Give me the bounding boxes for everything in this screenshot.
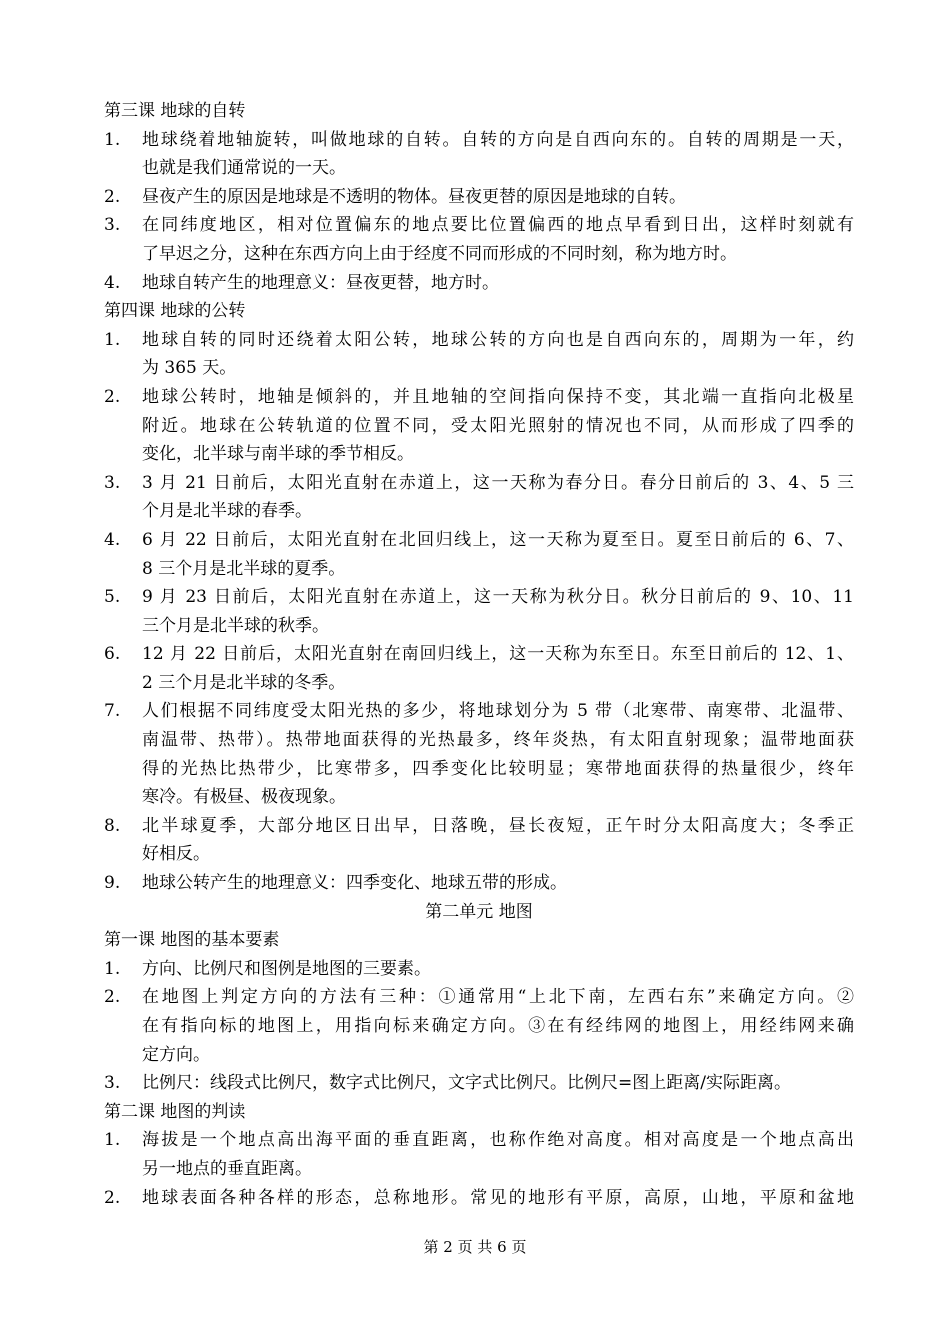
list-item-text: 附近。地球在公转轨道的位置不同，受太阳光照射的情况也不同，从而形成了四季的	[142, 415, 854, 436]
list-item-line	[104, 1126, 854, 1155]
list-item-number: 3.	[104, 472, 121, 493]
list-item-line	[104, 726, 854, 755]
list-item-text: 好相反。	[142, 844, 210, 865]
list-item	[104, 469, 854, 526]
list-item-text: 地球绕着地轴旋转，叫做地球的自转。自转的方向是自西向东的。自转的周期是一天，	[142, 129, 854, 150]
list-item	[104, 869, 854, 898]
list-item-text: 在同纬度地区，相对位置偏东的地点要比位置偏西的地点早看到日出，这样时刻就有	[142, 215, 854, 236]
list-item	[104, 583, 854, 640]
list-item-line	[104, 383, 854, 412]
list-item-line	[104, 211, 854, 240]
list-item-text: 3 月 21 日前后，太阳光直射在赤道上，这一天称为春分日。春分日前后的 3、4、5 三	[142, 472, 854, 493]
list-item-line	[104, 755, 854, 784]
list-item-line	[104, 640, 854, 669]
list-item-text: 比例尺：线段式比例尺，数字式比例尺，文字式比例尺。比例尺=图上距离/实际距离。	[142, 1073, 791, 1094]
list-item-text: 定方向。	[142, 1044, 210, 1065]
list-item-number: 7.	[104, 701, 121, 722]
list-item	[104, 1184, 854, 1213]
list-item-number: 3.	[104, 1073, 121, 1094]
list-item-line	[104, 183, 854, 212]
list-item-line	[104, 1041, 854, 1070]
list-item-line	[104, 983, 854, 1012]
list-item-text: 8 三个月是北半球的夏季。	[142, 558, 346, 579]
list-item-text: 在地图上判定方向的方法有三种：①通常用“上北下南，左西右东”来确定方向。②	[142, 987, 854, 1008]
list-item	[104, 812, 854, 869]
list-item-number: 2.	[104, 386, 121, 407]
list-item-line	[104, 326, 854, 355]
list-item-line	[104, 869, 854, 898]
list-item-text: 地球自转的同时还绕着太阳公转，地球公转的方向也是自西向东的，周期为一年，约	[142, 329, 854, 350]
list-item-text: 地球公转时，地轴是倾斜的，并且地轴的空间指向保持不变，其北端一直指向北极星	[142, 386, 854, 407]
list-item	[104, 1069, 854, 1098]
list-item-text: 地球公转产生的地理意义：四季变化、地球五带的形成。	[142, 873, 567, 894]
list-item-line	[104, 497, 854, 526]
list-item-text: 地球表面各种各样的形态，总称地形。常见的地形有平原，高原，山地，平原和盆地	[142, 1187, 854, 1208]
list-item-line	[104, 1184, 854, 1213]
unit-title: 第二单元 地图	[425, 901, 533, 922]
list-item-text: 12 月 22 日前后，太阳光直射在南回归线上，这一天称为东至日。东至日前后的 12、1、	[142, 644, 854, 665]
list-item-line	[104, 469, 854, 498]
list-item-text: 了早迟之分，这种在东西方向上由于经度不同而形成的不同时刻，称为地方时。	[142, 243, 737, 264]
list-item-number: 4.	[104, 272, 121, 293]
list-item-text: 人们根据不同纬度受太阳光热的多少，将地球划分为 5 带（北寒带、南寒带、北温带、	[142, 701, 854, 722]
list-item	[104, 211, 854, 268]
list-item-line	[104, 583, 854, 612]
list-item-text: 得的光热比热带少，比寒带多，四季变化比较明显；寒带地面获得的热量很少，终年	[142, 758, 854, 779]
list-item-line	[104, 1069, 854, 1098]
list-item-line	[104, 955, 854, 984]
list-item-number: 2.	[104, 186, 121, 207]
list-item-text: 为 365 天。	[142, 358, 237, 379]
list-item-line	[104, 240, 854, 269]
list-item-line	[104, 783, 854, 812]
list-item	[104, 526, 854, 583]
list-item-line	[104, 526, 854, 555]
list-item-number: 9.	[104, 873, 121, 894]
list-item-number: 2.	[104, 987, 121, 1008]
list-item-line	[104, 412, 854, 441]
list-item-text: 6 月 22 日前后，太阳光直射在北回归线上，这一天称为夏至日。夏至日前后的 6、7、	[142, 529, 854, 550]
lesson-heading: 第三课 地球的自转	[104, 101, 246, 121]
list-item-number: 1.	[104, 1130, 121, 1151]
list-item	[104, 697, 854, 811]
list-item-line	[104, 697, 854, 726]
list-item-number: 4.	[104, 529, 121, 550]
list-item-text: 也就是我们通常说的一天。	[142, 158, 346, 179]
list-item	[104, 1126, 854, 1183]
list-item-text: 方向、比例尺和图例是地图的三要素。	[142, 958, 431, 979]
list-item-line	[104, 354, 854, 383]
list-item-line	[104, 812, 854, 841]
list-item-text: 变化，北半球与南半球的季节相反。	[142, 444, 414, 465]
list-item-line	[104, 1012, 854, 1041]
list-item-number: 2.	[104, 1187, 121, 1208]
list-item	[104, 326, 854, 383]
list-item-line	[104, 1155, 854, 1184]
list-item	[104, 955, 854, 984]
lesson-heading: 第二课 地图的判读	[104, 1101, 246, 1122]
list-item-text: 寒冷。有极昼、极夜现象。	[142, 787, 346, 808]
list-item-line	[104, 612, 854, 641]
lesson-heading: 第一课 地图的基本要素	[104, 930, 280, 951]
list-item	[104, 383, 854, 469]
list-item-line	[104, 669, 854, 698]
list-item-line	[104, 555, 854, 584]
list-item-number: 6.	[104, 644, 121, 665]
list-item-line	[104, 269, 854, 298]
list-item-text: 在有指向标的地图上，用指向标来确定方向。③在有经纬网的地图上，用经纬网来确	[142, 1016, 854, 1036]
list-item-text: 9 月 23 日前后，太阳光直射在赤道上，这一天称为秋分日。秋分日前后的 9、10、11	[142, 587, 854, 608]
list-item-text: 昼夜产生的原因是地球是不透明的物体。昼夜更替的原因是地球的自转。	[142, 186, 686, 207]
list-item-line	[104, 126, 854, 155]
list-item	[104, 183, 854, 212]
list-item-line	[104, 440, 854, 469]
list-item	[104, 126, 854, 183]
list-item-number: 1.	[104, 329, 121, 350]
list-item-text: 另一地点的垂直距离。	[142, 1158, 312, 1179]
list-item	[104, 269, 854, 298]
document-body	[104, 97, 854, 1212]
list-item-text: 地球自转产生的地理意义：昼夜更替，地方时。	[142, 272, 499, 293]
list-item-text: 个月是北半球的春季。	[142, 501, 312, 522]
list-item-number: 8.	[104, 815, 121, 836]
list-item-text: 海拔是一个地点高出海平面的垂直距离，也称作绝对高度。相对高度是一个地点高出	[142, 1130, 854, 1151]
page-footer: 第 2 页 共 6 页	[423, 1238, 527, 1256]
list-item-text: 三个月是北半球的秋季。	[142, 615, 329, 636]
lesson-heading: 第四课 地球的公转	[104, 301, 246, 322]
list-item-number: 1.	[104, 129, 121, 150]
list-item-number: 1.	[104, 958, 121, 979]
list-item-text: 2 三个月是北半球的冬季。	[142, 672, 346, 693]
list-item-number: 5.	[104, 587, 121, 608]
list-item-text: 南温带、热带）。热带地面获得的光热最多，终年炎热，有太阳直射现象；温带地面获	[142, 730, 854, 751]
list-item-number: 3.	[104, 215, 121, 236]
list-item-line	[104, 840, 854, 869]
list-item-text: 北半球夏季，大部分地区日出早，日落晚，昼长夜短，正午时分太阳高度大；冬季正	[142, 815, 854, 836]
list-item	[104, 640, 854, 697]
list-item	[104, 983, 854, 1069]
list-item-line	[104, 154, 854, 183]
